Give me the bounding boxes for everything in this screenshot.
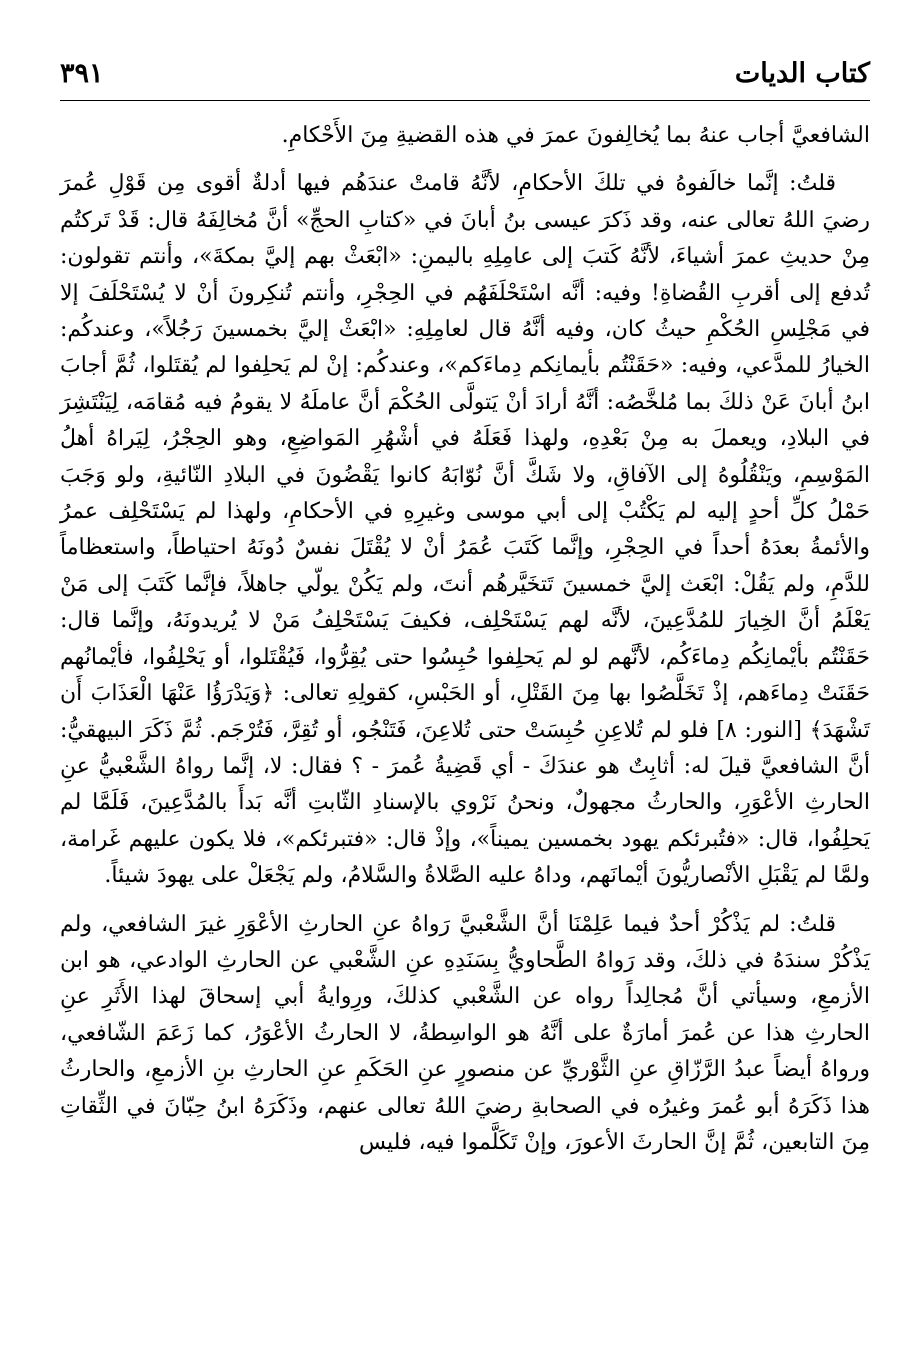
page-header [60, 50, 870, 101]
page-body [60, 118, 870, 1161]
paragraph-qultu-2: قلتُ: لم يَذْكُرْ أحدٌ فيما عَلِمْنَا أنَّ الشَّعْبيَّ رَواهُ عنِ الحارثِ الأعْوَرِ غيرَ الشافعي، ولم يَذْكُرْ سندَهُ في ذلكَ، وقد رَواهُ الطَّحاويُّ بِسَنَدِهِ عنِ الشَّعْبي عن الحارثِ الوادعي، هو ابن الأزمعِ، وسيأتي أنَّ مُجالِداً رواه عن الشَّعْبي كذلكَ، ورِوايةُ أبي إسحاقَ لهذا الأَثَرِ عنِ الحارثِ هذا عن عُمرَ أمارَةٌ على أنَّهُ هو الواسِطةُ، لا الحارثُ الأعْوَرُ، كما زَعَمَ الشّافعي، ورواهُ أيضاً عبدُ الرَّزّاقِ عنِ الثَّوْريِّ عن منصورٍ عنِ الحَكَمِ عنِ الحارثِ بنِ الأزمعِ، والحارثُ هذا ذَكَرَهُ أبو عُمرَ وغيرُه في الصحابةِ رضيَ اللهُ تعالى عنهم، وذَكَرَهُ ابنُ حِبّانَ في الثِّقاتِ مِنَ التابعين، ثُمَّ إنَّ الحارثَ الأعورَ، وإنْ تَكَلَّموا فيه، فليس [60, 911, 870, 1155]
paragraph-continuation: الشافعيَّ أجاب عنهُ بما يُخالِفونَ عمرَ في هذه القضيةِ مِنَ الأَحْكامِ. [281, 123, 870, 148]
page-number: ٣٩١ [60, 58, 104, 89]
paragraph-qultu-1: قلتُ: إنَّما خالَفوهُ في تلكَ الأحكامِ، لأنَّهُ قامتْ عندَهُم فيها أدلةٌ أقوى مِن قَوْلِ عُمرَ رضيَ اللهُ تعالى عنه، وقد ذَكرَ عيسى بنُ أبانَ في «كتابِ الحجِّ» أنَّ مُخالِفَهُ قال: قَدْ تَركتُم مِنْ حديثِ عمرَ أشياءَ، لأنَّهُ كَتبَ إلى عامِلِهِ باليمنِ: «ابْعَثْ بهم إليَّ بمكةَ»، وأنتم تقولون: تُدفع إلى أقربِ القُضاةِ! وفيه: أنَّه اسْتَحْلَفَهُم في الحِجْرِ، وأنتم تُنكِرونَ أنْ لا يُسْتَحْلَفَ إلا في مَجْلِسِ الحُكْمِ حيثُ كان، وفيه أنَّهُ قال لعامِلِهِ: «ابْعَثْ إليَّ بخمسينَ رَجُلاً»، وعندكُم: الخيارُ للمدَّعي، وفيه: «حَقَنْتُم بأيمانِكم دِماءَكم»، وعندكُم: إنْ لم يَحلِفوا لم يُقتَلوا، ثُمَّ أجابَ ابنُ أبانَ عَنْ ذلكَ بما مُلخَّصُه: أنَّهُ أرادَ أنْ يَتولَّى الحُكْمَ أنَّ عاملَهُ لا يقومُ فيه مُقامَه، لِيَنْتَشِرَ في البلادِ، ويعملَ به مِنْ بَعْدِهِ، ولهذا فَعَلَهُ في أشْهُرِ المَواضِعِ، وهو الحِجْرُ، لِيَراهُ أهلُ المَوْسِمِ، ويَنْقُلُوهُ إلى الآفاقِ، ولا شَكَّ أنَّ نُوّابَهُ كانوا يَقْضُونَ في البلادِ النّائيةِ، ولو وَجَبَ حَمْلُ كلِّ أحدٍ إليه لم يَكْتُبْ إلى أبي موسى وغيرِهِ في الأحكامِ، ولهذا لم يَسْتَحْلِف عمرُ والأئمةُ بعدَهُ أحداً في الحِجْرِ، وإنَّما كَتَبَ عُمَرُ أنْ لا يُقْتَلَ نفسٌ دُونَهُ احتياطاً، واستعظاماً للدَّمِ، ولم يَقُلْ: ابْعَث إليَّ خمسينَ تَتخَيَّرهُم أنتَ، ولم يَكُنْ يولّي جاهلاً، فإنَّما كَتَبَ إلى مَنْ يَعْلَمُ أنَّ الخِيارَ للمُدَّعِينَ، لأنَّه لهم يَسْتَحْلِف، فكيفَ يَسْتَحْلِفُ مَنْ لا يُريدونَهُ، وإنَّما قال: حَقَنْتُم بأيْمانِكُم دِماءَكُم، لأنَّهم لو لم يَحلِفوا حُبِسُوا حتى يُقِرُّوا، فَيُقْتَلوا، أو يَحْلِفُوا، فأيْمانُهم حَقَنَتْ دِماءَهم، إذْ تَخَلَّصُوا بها مِنَ القَتْلِ، أو الحَبْسِ، كقولِهِ تعالى: ﴿وَيَدْرَؤُا عَنْهَا الْعَذَابَ أَن تَشْهَدَ﴾ [النور: ٨] فلو لم تُلاعِنِ حُبِسَتْ حتى تُلاعِنَ، فَتَنْجُو، أو تُقِرَّ، فَتُرْجَم. ثُمَّ ذَكَرَ البيهقيُّ: أنَّ الشافعيَّ قيلَ له: أثابِتٌ هو عندَكَ - أي قَضِيةُ عُمرَ - ؟ فقال: لا، إنَّما رواهُ الشَّعْبيُّ عنِ الحارثِ الأعْوَرِ، والحارثُ مجهولٌ، ونحنُ نَرْوي بالإسنادِ الثّابتِ أنَّه بَدأَ بالمُدَّعِينَ، فَلَمَّا لم يَحلِفُوا، قال: «فتُبرئكم يهود بخمسين يميناً»، وإذْ قال: «فتبرئكم»، فلا يكون عليهم غَرامة، ولمَّا لم يَقْبَلِ الأنْصاريُّونَ أيْمانَهم، وداهُ عليه الصَّلاةُ والسَّلامُ، ولم يَجْعَلْ على يهودَ شيئاً. [60, 171, 870, 889]
running-title: كتاب الديات [734, 58, 870, 89]
